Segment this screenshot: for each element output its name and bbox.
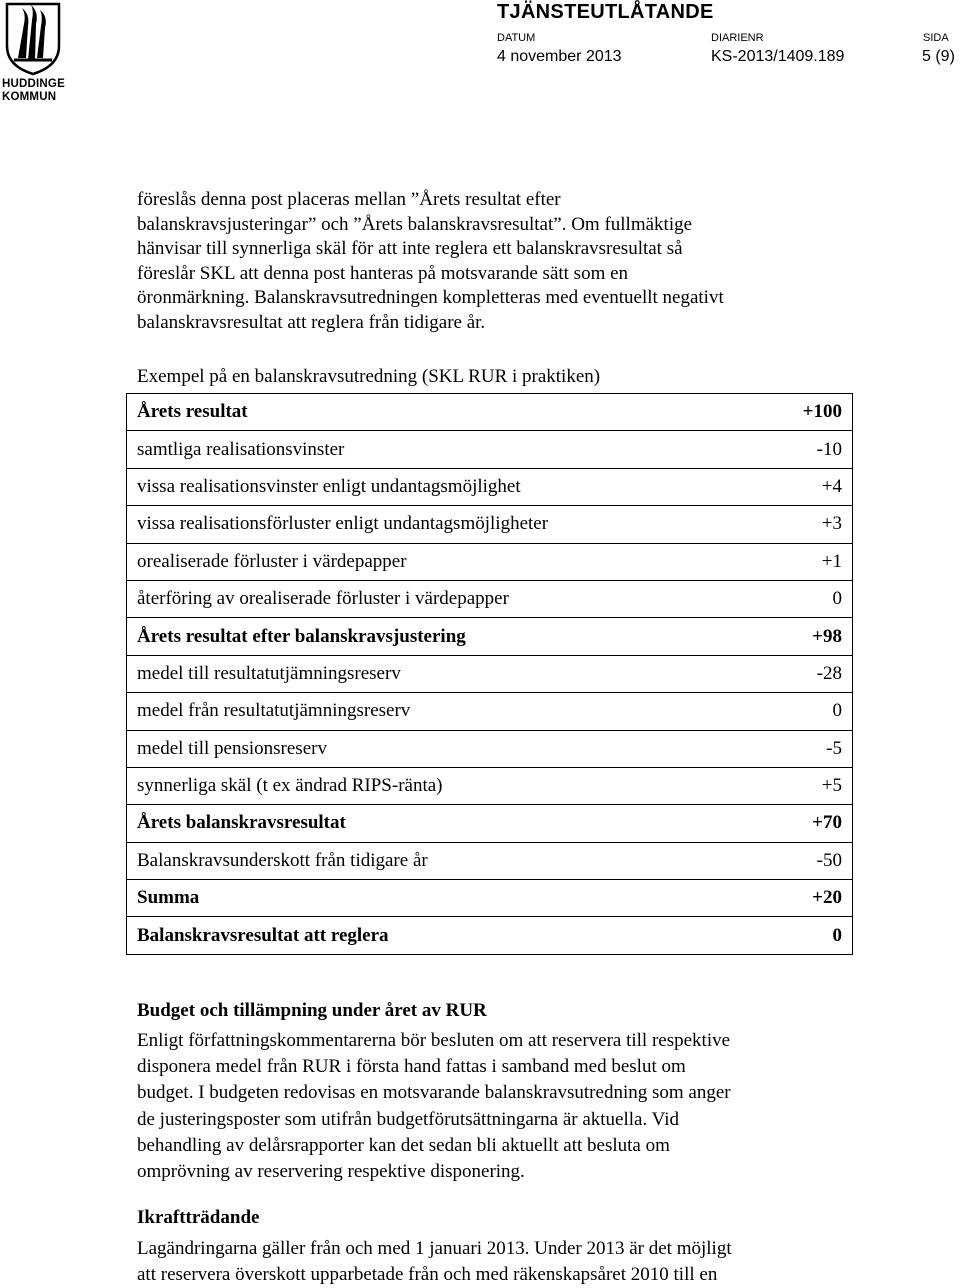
row-label: återföring av orealiserade förluster i värdepapper [127, 580, 765, 617]
org-name-line2: KOMMUN [2, 91, 57, 103]
table-row [127, 431, 853, 468]
row-value: -10 [764, 431, 852, 468]
date-label: DATUM [497, 32, 536, 44]
row-value: +3 [764, 506, 852, 543]
text-line: öronmärkning. Balanskravsutredningen kompletteras med eventuellt negativt [137, 287, 724, 308]
row-value: +98 [764, 618, 852, 655]
row-label: vissa realisationsvinster enligt undantagsmöjlighet [127, 468, 765, 505]
row-value: 0 [764, 917, 852, 954]
table-row [127, 506, 853, 543]
text-line: balanskravsresultat att reglera från tidigare år. [137, 311, 486, 333]
row-label: synnerliga skäl (t ex ändrad RIPS-ränta) [127, 767, 765, 804]
row-value: +20 [764, 880, 852, 917]
coat-of-arms-icon [4, 2, 62, 76]
row-label: medel från resultatutjämningsreserv [127, 693, 765, 730]
row-label: samtliga realisationsvinster [127, 431, 765, 468]
row-value: 0 [764, 693, 852, 730]
section-body-effective [137, 1236, 857, 1288]
row-value: -50 [764, 842, 852, 879]
section-body-budget [137, 1028, 857, 1185]
text-line: budget. I budgeten redovisas en motsvarande balanskravsutredning som anger [137, 1082, 731, 1104]
table-row [127, 730, 853, 767]
row-value: +1 [764, 543, 852, 580]
text-line: Enligt författningskommentarerna bör besluten om att reservera till respektive [137, 1030, 731, 1051]
table-row [127, 917, 853, 954]
row-value: +4 [764, 468, 852, 505]
balance-requirement-table [126, 393, 853, 955]
row-label: Årets resultat efter balanskravsjustering [127, 618, 765, 655]
table-row [127, 693, 853, 730]
text-line: disponera medel från RUR i första hand fattas i samband med beslut om [137, 1056, 686, 1078]
section-heading-budget: Budget och tillämpning under året av RUR [137, 1000, 487, 1021]
text-line: omprövning av reservering respektive disponering. [137, 1161, 525, 1183]
org-name-line1: HUDDINGE [2, 78, 65, 90]
table-row [127, 580, 853, 617]
text-line: Lagändringarna gäller från och med 1 januari 2013. Under 2013 är det möjligt [137, 1238, 732, 1259]
row-label: Balanskravsresultat att reglera [127, 917, 765, 954]
row-value: -5 [764, 730, 852, 767]
row-label: Balanskravsunderskott från tidigare år [127, 842, 765, 879]
page-value: 5 (9) [922, 48, 955, 65]
table-caption: Exempel på en balanskravsutredning (SKL RUR i praktiken) [137, 366, 601, 387]
page-label: SIDA [923, 32, 949, 44]
text-line: behandling av delårsrapporter kan det sedan bli aktuellt att besluta om [137, 1134, 670, 1156]
table-row [127, 543, 853, 580]
table-row [127, 394, 853, 431]
municipality-logo [0, 0, 70, 110]
row-value: +5 [764, 767, 852, 804]
row-label: Årets resultat [127, 394, 765, 431]
table-row [127, 618, 853, 655]
row-value: +100 [764, 394, 852, 431]
table-row [127, 767, 853, 804]
ref-label: DIARIENR [711, 32, 764, 44]
text-line: de justeringsposter som utifrån budgetförutsättningarna är aktuella. Vid [137, 1108, 679, 1130]
table-row [127, 468, 853, 505]
row-label: medel till resultatutjämningsreserv [127, 655, 765, 692]
row-label: Årets balanskravsresultat [127, 805, 765, 842]
text-line: föreslår SKL att denna post hanteras på motsvarande sätt som en [137, 262, 629, 284]
text-line: föreslås denna post placeras mellan ”Årets resultat efter [137, 189, 561, 210]
table-row [127, 805, 853, 842]
text-line: hänvisar till synnerliga skäl för att inte reglera ett balanskravsresultat så [137, 238, 683, 259]
section-heading-effective: Ikraftträdande [137, 1207, 260, 1228]
text-line: balanskravsjusteringar” och ”Årets balanskravsresultat”. Om fullmäktige [137, 213, 693, 235]
row-value: 0 [764, 580, 852, 617]
row-value: -28 [764, 655, 852, 692]
row-value: +70 [764, 805, 852, 842]
table-row [127, 842, 853, 879]
table-row [127, 655, 853, 692]
row-label: orealiserade förluster i värdepapper [127, 543, 765, 580]
intro-paragraph [137, 188, 857, 335]
row-label: medel till pensionsreserv [127, 730, 765, 767]
document-type: TJÄNSTEUTLÅTANDE [497, 1, 714, 23]
text-line: att reservera överskott upparbetade från och med räkenskapsåret 2010 till en [137, 1264, 718, 1286]
date-value: 4 november 2013 [497, 48, 622, 65]
row-label: vissa realisationsförluster enligt undantagsmöjligheter [127, 506, 765, 543]
ref-value: KS-2013/1409.189 [711, 48, 845, 65]
table-row [127, 880, 853, 917]
row-label: Summa [127, 880, 765, 917]
